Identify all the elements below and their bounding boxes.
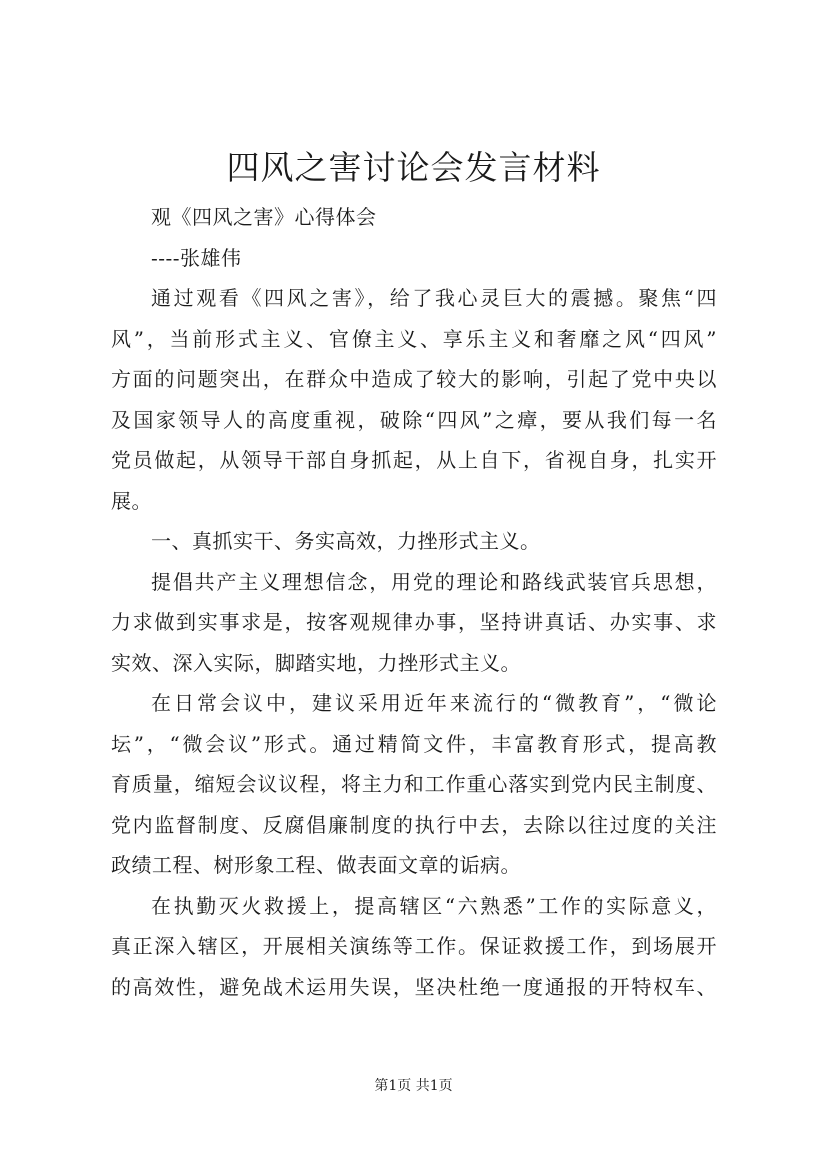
paragraph-line: 提倡共产主义理想信念，用党的理论和路线武装官兵思想， — [151, 569, 717, 594]
paragraph-line: 力求做到实事求是，按客观规律办事，坚持讲真话、办实事、求 — [111, 610, 717, 634]
paragraph-line: 通过观看《四风之害》，给了我心灵巨大的震撼。聚焦“四 — [151, 286, 717, 310]
paragraph-line: 的高效性，避免战术运用失误，坚决杜绝一度通报的开特权车、 — [111, 974, 717, 999]
paragraph-line: 坛”，“微会议”形式。通过精简文件，丰富教育形式，提高教 — [111, 731, 717, 756]
paragraph-line: 在日常会议中，建议采用近年来流行的“微教育”，“微论 — [151, 691, 717, 715]
paragraph-line: 党内监督制度、反腐倡廉制度的执行中去，去除以往过度的关注 — [111, 812, 717, 837]
paragraph-line: 实效、深入实际，脚踏实地，力挫形式主义。 — [111, 650, 521, 675]
paragraph-line: 政绩工程、树形象工程、做表面文章的诟病。 — [111, 853, 521, 877]
document-subtitle: 观《四风之害》心得体会 — [151, 205, 377, 229]
paragraph-line: 展。 — [111, 488, 152, 513]
paragraph-line: 育质量，缩短会议议程，将主力和工作重心落实到党内民主制度、 — [111, 772, 717, 796]
document-body — [111, 197, 717, 1007]
paragraph-line: 党员做起，从领导干部自身抓起，从上自下，省视自身，扎实开 — [111, 448, 717, 472]
paragraph-line: 真正深入辖区，开展相关演练等工作。保证救援工作，到场展开 — [111, 934, 717, 958]
page-footer: 第1页 共1页 — [374, 1078, 453, 1094]
paragraph-line: 风”，当前形式主义、官僚主义、享乐主义和奢靡之风“四风” — [111, 326, 717, 351]
paragraph-line: 及国家领导人的高度重视，破除“四风”之瘴，要从我们每一名 — [111, 407, 717, 432]
paragraph-line: 方面的问题突出，在群众中造成了较大的影响，引起了党中央以 — [111, 367, 717, 391]
document-title: 四风之害讨论会发言材料 — [226, 148, 601, 187]
section-heading: 一、真抓实干、务实高效，力挫形式主义。 — [151, 529, 541, 553]
paragraph-line: 在执勤灭火救援上，提高辖区“六熟悉”工作的实际意义， — [151, 893, 717, 918]
document-author: ----张雄伟 — [151, 245, 242, 270]
